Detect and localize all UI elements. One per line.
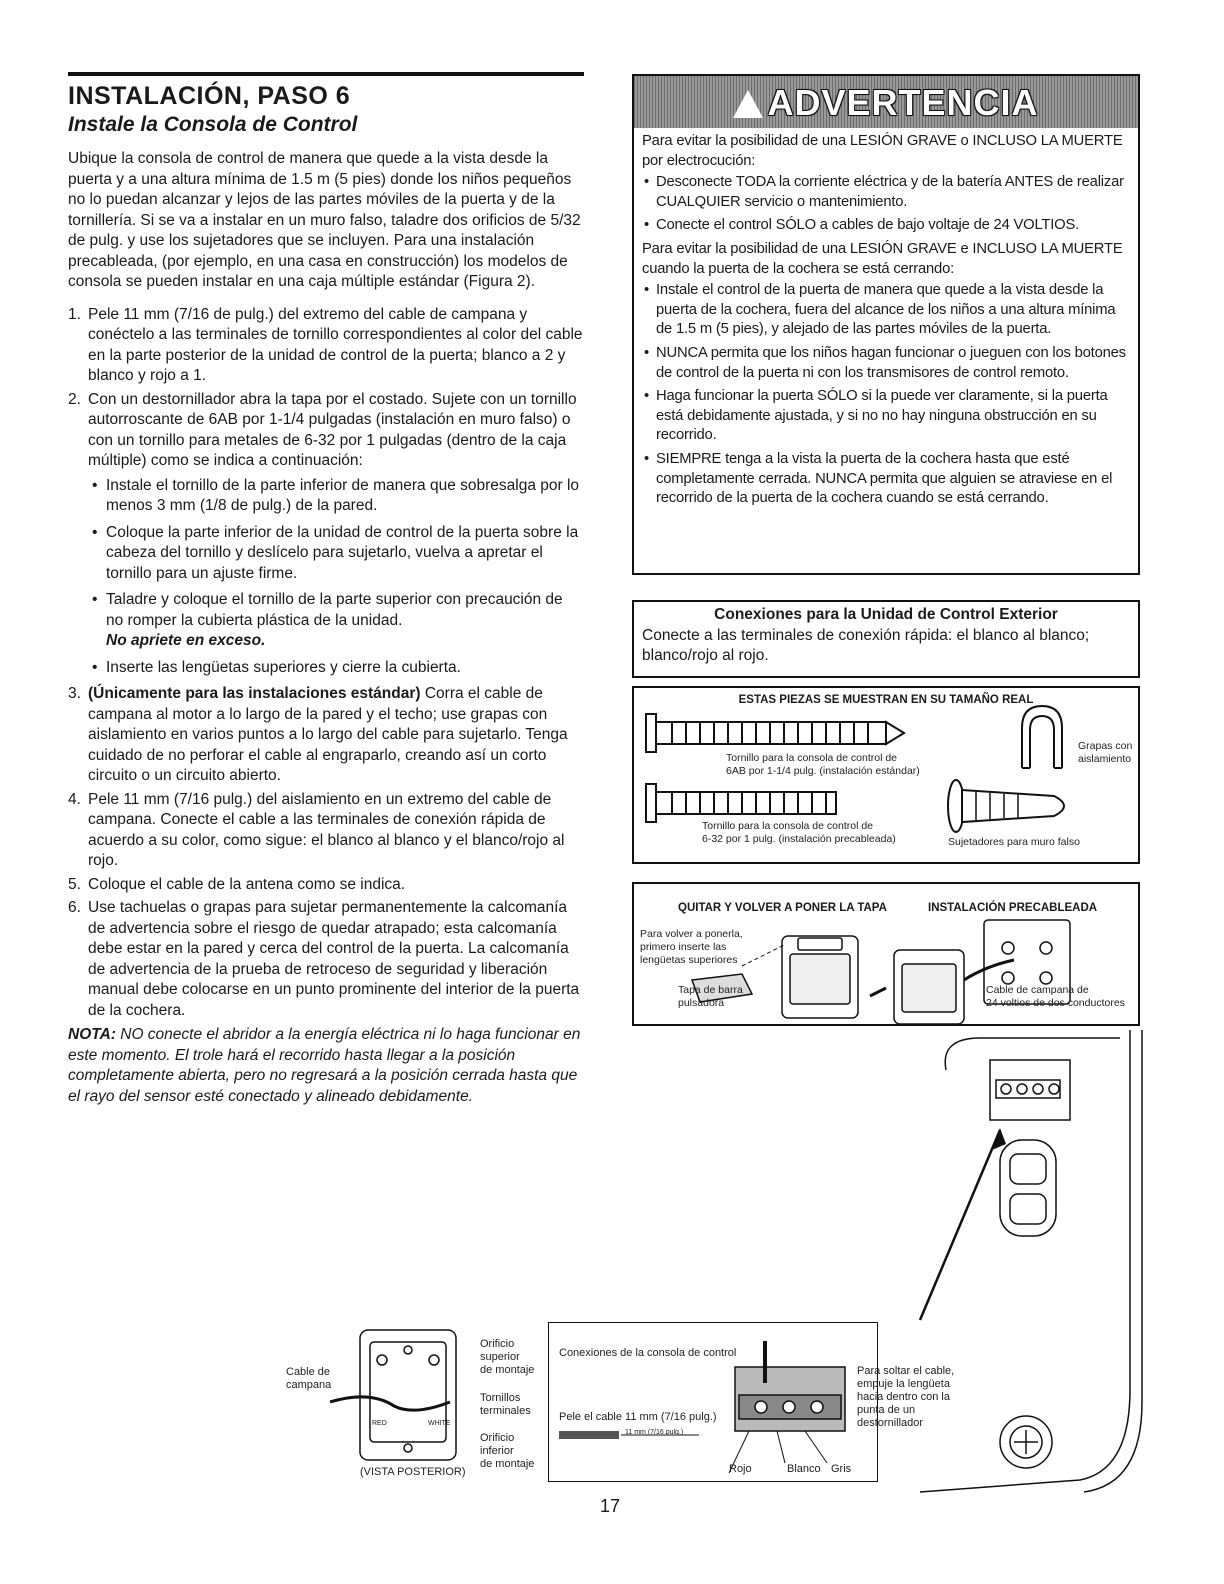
overtighten-warning: No apriete en exceso. — [106, 632, 266, 649]
bullet-item: • Coloque la parte inferior de la unidad de control de la puerta sobre la cabeza del tornillo y deslícelo para sujetarlo, vuelva a apretar el tornillo para un ajuste firme. — [88, 523, 584, 585]
warning-banner — [634, 76, 1138, 128]
bullet-item: • Taladre y coloque el tornillo de la parte superior con precaución de no romper la cubierta plástica de la unidad. No apriete en exceso. — [88, 590, 584, 652]
console-connections-box — [548, 1322, 955, 1482]
page-number: 17 — [600, 1496, 621, 1516]
intro-paragraph: Ubique la consola de control de manera que quede a la vista desde la puerta y a una altura mínima de 1.5 m (5 pies) donde los niños pequeños no lo puedan alcanzar y lejos de las partes móviles de la puerta y de la tornillería. Si se va a instalar en un muro falso, taladre dos orificios de 5/32 de pulg. y use los sujetadores que se incluyen. Para una instalación precableada, (por ejemplo, en una casa en construcción) los modelos de consola se pueden instalar en una caja múltiple estándar (Figura 2). — [68, 150, 581, 290]
drywall-anchor-icon — [948, 780, 1064, 832]
warning-title: ADVERTENCIA — [767, 82, 1039, 123]
screw-6ab-caption: Tornillo para la consola de control de 6AB por 1-1/4 pulg. (instalación estándar) — [726, 752, 920, 777]
bullet-item: • Instale el tornillo de la parte inferior de manera que sobresalga por lo menos 3 mm (1/8 de pulg.) de la pared. — [88, 476, 584, 517]
warning-box — [632, 74, 1140, 575]
grey-wire-label: Gris — [831, 1463, 852, 1475]
title-rule — [68, 72, 584, 76]
terminal-screws-label: Tornillos terminales — [480, 1392, 531, 1417]
step-item: 3. (Únicamente para las instalaciones estándar) Corra el cable de campana al motor a lo largo de la pared y el techo; use grapas con aislamiento en varios puntos a lo largo del cable para sujetarlo. Tenga cuidado de no perforar el cable al engraparlo, creando así un corto circuito o un circuito abierto. — [68, 685, 568, 784]
prewired-unit-icon — [894, 950, 964, 1024]
connections-text: Conecte a las terminales de conexión rápida: el blanco al blanco; blanco/rojo al rojo. — [642, 627, 1090, 664]
step-item: 1. Pele 11 mm (7/16 de pulg.) del extremo del cable de campana y conéctelo a las terminales de tornillo correspondientes al color del cable en la parte posterior de la unidad de control de la puerta; blanco a 2 y blanco y rojo a 1. — [68, 305, 583, 384]
gauge-label: 11 mm (7/16 pulg.) — [625, 1429, 684, 1436]
screw-6ab-icon — [646, 714, 904, 752]
warning-item: • NUNCA permita que los niños hagan funcionar o jueguen con los botones de control de la puerta ni con los transmisores de control remoto. — [642, 344, 1134, 383]
anchors-caption: Sujetadores para muro falso — [948, 836, 1080, 848]
warning-item: • Conecte el control SÓLO a cables de bajo voltaje de 24 VOLTIOS. — [642, 216, 1134, 236]
console-conn-title: Conexiones de la consola de control — [559, 1347, 737, 1359]
red-terminal-label: RED — [372, 1420, 387, 1427]
release-instructions: Para soltar el cable, empuje la lengüeta hacia dentro con la punta de un destornillador — [857, 1365, 955, 1429]
actual-size-parts-box — [632, 686, 1140, 864]
page-subtitle: Instale la Consola de Control — [68, 113, 358, 136]
step-item: 4. Pele 11 mm (7/16 pulg.) del aislamiento en un extremo del cable de campana. Conecte el cable a las terminales de conexión rápida de acuerdo a su color, como sigue: el blanco al blanco y el blanco/rojo al rojo. — [68, 790, 565, 869]
steps-list — [68, 305, 584, 1022]
control-unit-icon — [782, 936, 858, 1018]
screw-6-32-icon — [646, 784, 836, 822]
ground-screw-icon — [1000, 1416, 1052, 1468]
quick-connect-terminal-icon — [735, 1367, 845, 1431]
screw-6-32-caption: Tornillo para la consola de control de 6-32 por 1 pulg. (instalación precableada) — [702, 820, 896, 845]
remove-cover-title: QUITAR Y VOLVER A PONER LA TAPA — [678, 902, 887, 914]
step-item: 5. Coloque el cable de la antena como se indica. — [68, 875, 406, 893]
rear-view-caption: (VISTA POSTERIOR) — [360, 1466, 466, 1478]
staples-caption: Grapas con aislamiento — [1078, 740, 1133, 765]
terminal-block-icon — [996, 1080, 1060, 1098]
tabs-caption: Para volver a ponerla, primero inserte las lengüetas superiores — [640, 928, 743, 966]
left-column — [68, 72, 584, 1107]
warning-item: • Haga funcionar la puerta SÓLO si la puede ver claramente, si la puerta está debidamente ajustada, y si no no hay ninguna obstrucción en su recorrido. — [642, 387, 1134, 446]
stripped-wire-icon — [559, 1431, 619, 1439]
note: NOTA: NO conecte el abridor a la energía eléctrica ni lo haga funcionar en este momento. El trole hará el recorrido hasta llegar a la posición completamente abierta, pero no regresará a la posición cerrada hasta que el rayo del sensor esté conectado y alineado debidamente. — [68, 1026, 581, 1105]
exterior-connections-box — [632, 600, 1140, 678]
bottom-hole-label: Orificio inferior de montaje — [480, 1432, 535, 1470]
white-terminal-label: WHITE — [428, 1420, 451, 1427]
rear-view-illustration — [330, 1320, 470, 1470]
connections-title: Conexiones para la Unidad de Control Exterior — [714, 606, 1058, 623]
step-item: 2. Con un destornillador abra la tapa por el costado. Sujete con un tornillo autorroscante de 6AB por 1-1/4 pulgadas (instalación en muro falso) o con un tornillo para metales de 6-32 por 1 pulgadas (dentro de la caja múltiple) como se indica a continuación: • Instale el tornillo de la parte inferior de manera que sobresalga por lo menos 3 mm (1/8 de pulg.) de la pared. • Coloque la parte inferior de la unidad de control de la puerta sobre la cabeza del tornillo y deslícelo para sujetarlo, vuelva a apretar el tornillo para un ajuste firme. • Taladre y coloque el tornillo de la parte superior con precaución de no romper la cubierta plástica de la unidad. No apriete en exceso. • Inserte las lengüetas superiores y cierre la cubierta. — [68, 390, 584, 679]
cover-install-figure-box — [632, 882, 1140, 1026]
warning-text: Para evitar la posibilidad de una LESIÓN GRAVE o INCLUSO LA MUERTE por electrocución: • Desconecte TODA la corriente eléctrica y de la batería ANTES de realizar CUALQUIER servicio o mantenimiento. • Conecte el control SÓLO a cables de bajo voltaje de 24 VOLTIOS. Para evitar la posibilidad de una LESIÓN GRAVE e INCLUSO LA MUERTE cuando la puerta de la cochera se está cerrando: • Instale el control de la puerta de manera que quede a la vista desde la puerta de la cochera, fuera del alcance de los niños a una altura mínima de 1.5 m (5 pies), y alejado de las partes móviles de la puerta. • NUNCA permita que los niños hagan funcionar o jueguen con los botones de control de la puerta ni con los transmisores de control remoto. • Haga funcionar la puerta SÓLO si la puede ver claramente, si la puerta está debidamente ajustada, y si no no hay ninguna obstrucción en su recorrido. • SIEMPRE tenga a la vista la puerta de la cochera hasta que esté completamente cerrada. NUNCA permita que alguien se atraviese en el recorrido de la puerta de la cochera cuando se está cerrando. — [642, 132, 1134, 513]
red-wire-label: Rojo — [729, 1463, 752, 1475]
insulated-staple-icon — [1022, 706, 1062, 768]
warning-triangle-icon — [733, 90, 763, 118]
white-wire-label: Blanco — [787, 1463, 821, 1475]
prewired-title: INSTALACIÓN PRECABLEADA — [928, 902, 1098, 914]
warning-item: • SIEMPRE tenga a la vista la puerta de la cochera hasta que esté completamente cerrada. NUNCA permita que alguien se atraviese en el recorrido de la puerta de la cochera cuando se está cerrando. — [642, 450, 1134, 509]
bullet-item: • Inserte las lengüetas superiores y cierre la cubierta. — [88, 658, 584, 679]
warning-item: • Desconecte TODA la corriente eléctrica y de la batería ANTES de realizar CUALQUIER servicio o mantenimiento. — [642, 173, 1134, 212]
strip-label: Pele el cable 11 mm (7/16 pulg.) — [559, 1411, 717, 1423]
page-title: INSTALACIÓN, PASO 6 — [68, 82, 351, 110]
warning-item: • Instale el control de la puerta de manera que quede a la vista desde la puerta de la cochera, fuera del alcance de los niños a una altura mínima de 1.5 m (5 pies), y alejado de las partes móviles de la puerta. — [642, 281, 1134, 340]
step-item: 6. Use tachuelas o grapas para sujetar permanentemente la calcomanía de advertencia sobre el riesgo de quedar atrapado; esta calcomanía debe estar en la pared y cerca del control de la puerta. La calcomanía de advertencia de la prueba de retroceso de seguridad y liberación manual debe colocarse en un punto prominente del interior de la puerta de la cochera. — [68, 899, 580, 1019]
top-hole-label: Orificio superior de montaje — [480, 1338, 535, 1376]
parts-title: ESTAS PIEZAS SE MUESTRAN EN SU TAMAÑO REAL — [738, 694, 1034, 706]
bell-wire-label: Cable de campana — [286, 1366, 332, 1391]
push-bar-caption: Tapa de barra pulsadora — [678, 984, 743, 1009]
bell-wire-caption: Cable de campana de 24 voltios de dos conductores — [986, 984, 1125, 1009]
step2-bullets — [88, 476, 584, 679]
